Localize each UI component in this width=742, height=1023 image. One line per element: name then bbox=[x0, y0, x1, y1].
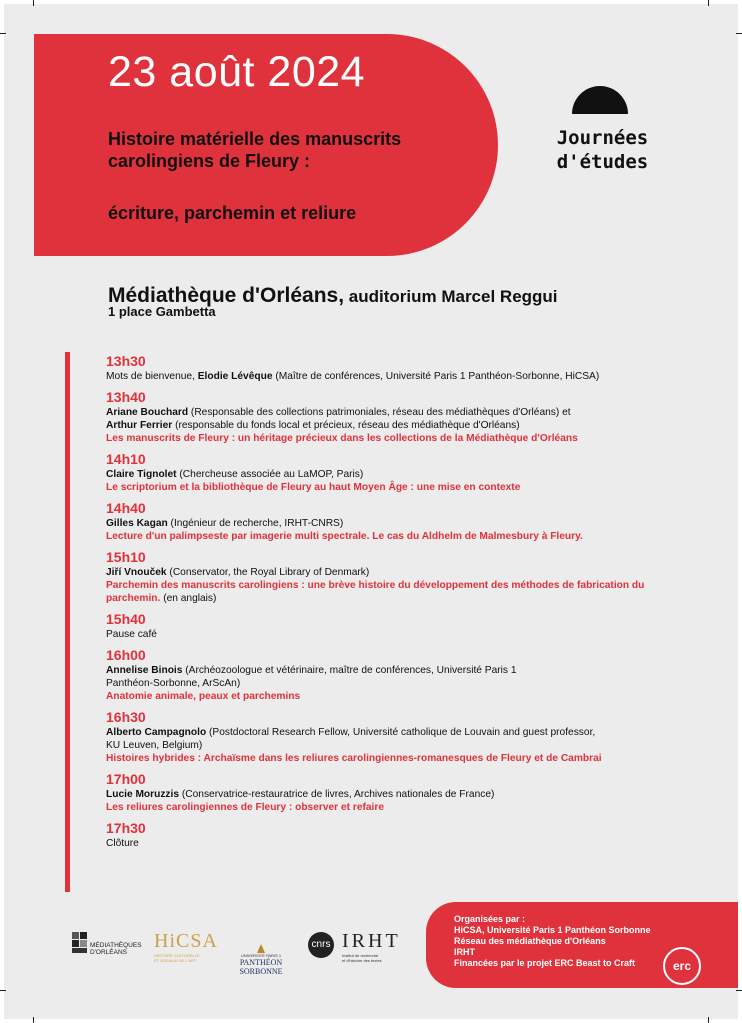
slot-time: 14h40 bbox=[106, 500, 146, 516]
program-slot bbox=[106, 647, 686, 703]
slot-speaker-line bbox=[106, 468, 686, 481]
speaker-prefix: Panthéon-Sorbonne, ArScAn) bbox=[106, 678, 241, 689]
slot-speaker-line bbox=[106, 739, 686, 752]
speaker-affiliation: (Conservatrice-restauratrice de livres, Archives nationales de France) bbox=[179, 789, 495, 800]
crop-mark bbox=[736, 33, 742, 34]
event-date: 23 août 2024 bbox=[108, 48, 366, 96]
speaker-name: Lucie Moruzzis bbox=[106, 789, 180, 800]
speaker-affiliation: (Conservator, the Royal Library of Denmark) bbox=[166, 567, 370, 578]
speaker-prefix: Pause café bbox=[106, 629, 157, 640]
program-slot bbox=[106, 451, 686, 494]
slot-speaker-line bbox=[106, 566, 686, 579]
irht-label: IRHT bbox=[342, 930, 401, 952]
slot-time: 13h30 bbox=[106, 353, 146, 369]
speaker-name: Claire Tignolet bbox=[106, 469, 177, 480]
talk-title-text: Anatomie animale, peaux et parchemins bbox=[106, 691, 301, 702]
erc-label: erc bbox=[672, 959, 692, 973]
irht-sub1: Institut de recherche bbox=[342, 953, 379, 958]
slot-speaker-line bbox=[106, 419, 686, 432]
speaker-name: Jiří Vnouček bbox=[106, 567, 167, 578]
crop-mark bbox=[736, 990, 742, 991]
talk-title-text: Les manuscrits de Fleury : un héritage précieux dans les collections de la Médiathèque d'Orléans bbox=[106, 433, 578, 444]
talk-title bbox=[106, 432, 686, 445]
journees-line1: Journées bbox=[556, 127, 649, 149]
slot-speaker-line bbox=[106, 677, 686, 690]
talk-title bbox=[106, 579, 686, 605]
organizer-line: Réseau des médiathèque d'Orléans bbox=[454, 936, 606, 946]
crop-mark bbox=[0, 33, 6, 34]
speaker-prefix: KU Leuven, Belgium) bbox=[106, 740, 203, 751]
speaker-name: Arthur Ferrier bbox=[106, 420, 173, 431]
slot-speaker-line bbox=[106, 406, 686, 419]
speaker-prefix: Clôture bbox=[106, 838, 139, 849]
talk-title bbox=[106, 752, 686, 765]
speaker-name: Ariane Bouchard bbox=[106, 407, 189, 418]
speaker-name: Annelise Binois bbox=[106, 665, 183, 676]
talk-title bbox=[106, 481, 686, 494]
hicsa-logo bbox=[154, 930, 218, 963]
irht-sub2: et d'histoire des textes bbox=[342, 958, 382, 963]
talk-language-note: (en anglais) bbox=[160, 593, 217, 604]
mediatheques-label1: MÉDIATHÈQUES bbox=[90, 942, 142, 949]
pantheon-label: PANTHÉON SORBONNE bbox=[239, 958, 283, 976]
crop-mark bbox=[708, 1017, 709, 1023]
slot-time: 17h30 bbox=[106, 820, 146, 836]
crop-mark bbox=[708, 0, 709, 6]
program-slot bbox=[106, 611, 686, 641]
slot-speaker-line bbox=[106, 726, 686, 739]
speaker-affiliation: (Archéozoologue et vétérinaire, maître de conférences, Université Paris 1 bbox=[182, 665, 517, 676]
talk-title-text: Parchemin des manuscrits carolingiens : une brève histoire du développement des méthodes de fabrication du parchemin. bbox=[106, 580, 645, 604]
organizer-line: IRHT bbox=[454, 947, 475, 957]
cnrs-logo bbox=[308, 932, 334, 958]
pantheon-small-label: UNIVERSITÉ PARIS 1 bbox=[240, 953, 282, 958]
slot-time: 16h00 bbox=[106, 647, 146, 663]
slot-speaker-line bbox=[106, 370, 686, 383]
slot-time: 15h40 bbox=[106, 611, 146, 627]
program-slot bbox=[106, 549, 686, 605]
slot-speaker-line bbox=[106, 788, 686, 801]
talk-title-text: Lecture d'un palimpseste par imagerie multi spectrale. Le cas du Aldhelm de Malmesbury à Fleury. bbox=[106, 531, 583, 542]
program-list bbox=[106, 353, 686, 856]
talk-title bbox=[106, 530, 686, 543]
pantheon-sorbonne-logo bbox=[220, 934, 302, 976]
talk-title-text: Le scriptorium et la bibliothèque de Fleury au haut Moyen Âge : une mise en contexte bbox=[106, 482, 521, 493]
event-title-line2: carolingiens de Fleury : bbox=[108, 151, 311, 171]
speaker-affiliation: (Chercheuse associée au LaMOP, Paris) bbox=[176, 469, 364, 480]
journees-line2: d'études bbox=[556, 151, 649, 173]
organizer-line: Financées par le projet ERC Beast to Craft bbox=[454, 958, 636, 968]
speaker-affiliation: (Ingénieur de recherche, IRHT-CNRS) bbox=[167, 518, 344, 529]
slot-speaker-line bbox=[106, 837, 686, 850]
erc-logo bbox=[663, 947, 701, 985]
slot-time: 15h10 bbox=[106, 549, 146, 565]
slot-speaker-line bbox=[106, 628, 686, 641]
crop-mark bbox=[33, 0, 34, 6]
speaker-affiliation: (Maître de conférences, Université Paris 1 Panthéon-Sorbonne, HiCSA) bbox=[272, 371, 600, 382]
organizer-line: HiCSA, Université Paris 1 Panthéon Sorbonne bbox=[454, 925, 651, 935]
venue-address: 1 place Gambetta bbox=[108, 304, 216, 319]
program-slot bbox=[106, 820, 686, 850]
venue-room: auditorium Marcel Reggui bbox=[344, 287, 558, 306]
event-subtitle: écriture, parchemin et reliure bbox=[108, 203, 357, 223]
program-slot bbox=[106, 353, 686, 383]
organizer-line: Organisées par : bbox=[454, 914, 526, 924]
crop-mark bbox=[33, 1017, 34, 1023]
mediatheques-label2: D'ORLÉANS bbox=[90, 949, 128, 956]
slot-speaker-line bbox=[106, 664, 686, 677]
crop-mark bbox=[0, 990, 6, 991]
slot-time: 16h30 bbox=[106, 709, 146, 725]
organizers-text bbox=[454, 914, 651, 969]
hicsa-sub2: ET SOCIALE DE L'ART bbox=[154, 958, 197, 963]
mediatheques-logo bbox=[72, 932, 142, 959]
talk-title-text: Histoires hybrides : Archaïsme dans les reliures carolingiennes-romanesques de Fleury et de Cambrai bbox=[106, 753, 602, 764]
slot-time: 14h10 bbox=[106, 451, 146, 467]
pantheon-emblem-icon bbox=[257, 934, 265, 953]
speaker-affiliation: (responsable du fonds local et précieux, réseau des médiathèque d'Orléans) bbox=[172, 420, 520, 431]
speaker-affiliation: (Postdoctoral Research Fellow, Université catholique de Louvain and guest professor, bbox=[206, 727, 596, 738]
irht-logo bbox=[342, 930, 401, 963]
event-title-line1: Histoire matérielle des manuscrits bbox=[108, 129, 402, 149]
program-slot bbox=[106, 709, 686, 765]
cnrs-label: cnrs bbox=[311, 939, 331, 950]
speaker-prefix: Mots de bienvenue, bbox=[106, 371, 198, 382]
program-slot bbox=[106, 771, 686, 814]
program-slot bbox=[106, 500, 686, 543]
slot-time: 17h00 bbox=[106, 771, 146, 787]
speaker-name: Gilles Kagan bbox=[106, 518, 168, 529]
slot-time: 13h40 bbox=[106, 389, 146, 405]
slot-speaker-line bbox=[106, 517, 686, 530]
talk-title bbox=[106, 801, 686, 814]
event-title bbox=[108, 128, 478, 172]
journees-logo-text bbox=[545, 126, 660, 174]
speaker-name: Elodie Lévêque bbox=[197, 371, 273, 382]
speaker-affiliation: (Responsable des collections patrimoniales, réseau des médiathèques d'Orléans) et bbox=[188, 407, 571, 418]
hicsa-label: HiCSA bbox=[154, 930, 218, 952]
venue-name: Médiathèque d'Orléans, bbox=[108, 284, 345, 307]
program-slot bbox=[106, 389, 686, 445]
partner-logos bbox=[70, 920, 430, 980]
talk-title-text: Les reliures carolingiennes de Fleury : observer et refaire bbox=[106, 802, 385, 813]
program-accent-bar bbox=[65, 352, 70, 892]
hicsa-sub1: HISTOIRE CULTURELLE bbox=[154, 953, 200, 958]
speaker-name: Alberto Campagnolo bbox=[106, 727, 207, 738]
talk-title bbox=[106, 690, 686, 703]
